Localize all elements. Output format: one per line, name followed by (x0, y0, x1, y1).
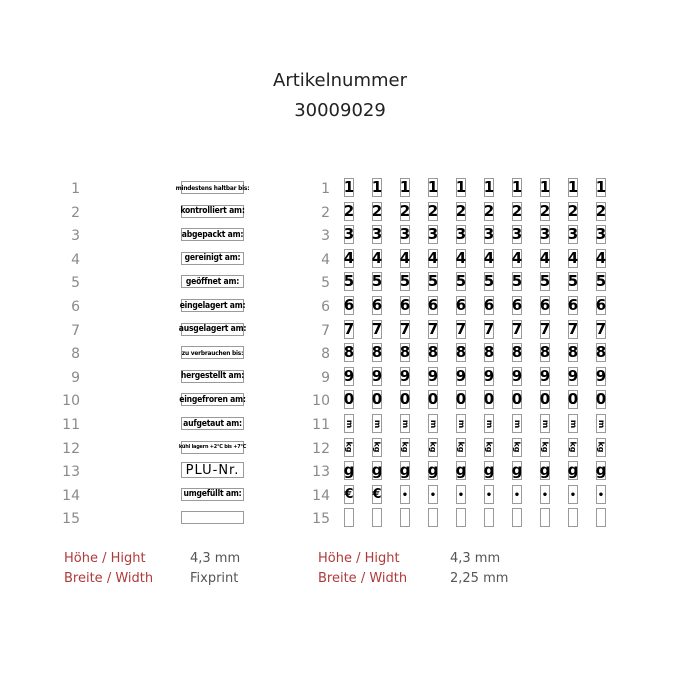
unit-glyph: kg (345, 441, 355, 453)
left-row-number: 8 (71, 346, 80, 363)
digit-cell: 0 (399, 390, 411, 409)
left-height-value: 4,3 mm (190, 551, 241, 566)
right-width-label: Breite / Width (318, 571, 408, 586)
text-band-label: kontrolliert am: (180, 206, 245, 217)
digit-cell: 6 (343, 296, 355, 314)
text-band-label: eingelagert am: (179, 300, 246, 311)
right-row-number: 6 (321, 299, 330, 315)
digit-cell: • (568, 485, 578, 504)
unit-glyph: m (569, 419, 578, 428)
text-band-label: aufgetaut am: (181, 417, 244, 430)
digit-cell: 5 (567, 272, 579, 291)
digit-cell: 8 (455, 343, 467, 362)
digit-cell: 5 (539, 272, 551, 291)
digit-cell: 9 (343, 366, 355, 385)
digit-cell (596, 508, 606, 527)
digit-cell: 9 (539, 366, 551, 385)
digit-cell: 7 (511, 319, 523, 338)
digit-cell: 6 (595, 296, 607, 314)
left-height-label: Höhe / Hight (64, 551, 146, 566)
digit-cell: • (512, 485, 522, 504)
digit-cell: 8 (595, 343, 607, 362)
digit-cell: • (456, 485, 466, 504)
digit-cell: 5 (343, 272, 355, 291)
digit-cell: 5 (483, 272, 495, 291)
text-band-label: ausgelagert am: (178, 324, 247, 335)
digit-cell: 8 (427, 343, 439, 362)
digit-cell: 8 (399, 343, 411, 362)
digit-cell: 0 (483, 390, 495, 409)
unit-glyph: m (345, 419, 354, 428)
digit-cell: 0 (343, 390, 355, 409)
digit-cell: 0 (455, 390, 467, 409)
digit-cell: 8 (343, 343, 355, 362)
text-band-label: mindestens haltbar bis: (181, 181, 244, 194)
digit-cell: 5 (595, 272, 607, 291)
digit-cell: 7 (483, 319, 495, 338)
digit-cell: 2 (567, 201, 579, 220)
text-band-label (181, 511, 244, 524)
left-row-number: 9 (71, 369, 80, 386)
digit-cell: 1 (455, 178, 467, 196)
digit-cell: 4 (539, 248, 551, 267)
digit-cell: 6 (483, 296, 495, 314)
unit-glyph: m (457, 419, 466, 428)
digit-cell (372, 508, 382, 527)
digit-cell: 0 (539, 390, 551, 409)
digit-cell: 2 (427, 201, 439, 220)
right-row-number: 9 (321, 369, 330, 386)
digit-cell (456, 508, 466, 527)
digit-cell: 3 (399, 225, 411, 244)
text-band-label: PLU-Nr. (181, 462, 244, 478)
digit-cell: 4 (595, 248, 607, 267)
digit-cell: 8 (567, 343, 579, 362)
digit-cell: 5 (511, 272, 523, 291)
digit-cell: 3 (455, 225, 467, 244)
right-row-number: 15 (312, 511, 330, 528)
digit-cell (512, 414, 522, 433)
digit-cell: 6 (539, 296, 551, 314)
digit-cell: • (400, 485, 410, 504)
left-row-number: 14 (62, 487, 80, 504)
unit-glyph: kg (373, 441, 383, 453)
digit-cell: g (511, 461, 523, 480)
digit-cell: € (372, 486, 382, 502)
digit-cell: 7 (595, 319, 607, 338)
unit-glyph: m (513, 419, 522, 428)
unit-glyph: kg (401, 441, 411, 453)
digit-cell: 1 (371, 178, 383, 196)
digit-cell: 9 (567, 366, 579, 385)
text-band-label: eingefroren am: (179, 394, 246, 405)
text-band-label: geöffnet am: (181, 275, 244, 288)
right-row-number: 5 (321, 275, 330, 292)
left-row-number: 11 (62, 417, 80, 433)
digit-cell: 3 (539, 225, 551, 244)
digit-cell: 0 (371, 390, 383, 409)
digit-cell (428, 414, 438, 433)
right-row-number: 1 (321, 181, 330, 197)
digit-cell: • (540, 485, 550, 504)
digit-cell (596, 438, 606, 457)
digit-cell: 9 (511, 366, 523, 385)
digit-cell: 4 (455, 248, 467, 267)
unit-glyph: kg (569, 441, 579, 453)
digit-cell (568, 414, 578, 433)
digit-cell: g (539, 461, 551, 480)
digit-cell (512, 508, 522, 527)
right-height-label: Höhe / Hight (318, 551, 400, 566)
digit-cell: 1 (427, 178, 439, 196)
unit-glyph: m (541, 419, 550, 428)
digit-cell (568, 508, 578, 527)
digit-cell: 4 (427, 248, 439, 267)
digit-cell: g (595, 461, 607, 480)
text-band-label: umgefüllt am: (181, 488, 244, 501)
digit-cell (428, 508, 438, 527)
digit-cell (400, 438, 410, 457)
left-row-number: 12 (62, 440, 80, 457)
right-row-number: 14 (312, 487, 330, 504)
digit-cell: 3 (427, 225, 439, 244)
left-row-number: 2 (71, 204, 80, 221)
digit-cell: 7 (567, 319, 579, 338)
left-row-number: 10 (62, 393, 80, 410)
digit-cell (568, 438, 578, 457)
digit-cell: 6 (427, 296, 439, 314)
digit-cell: 2 (343, 201, 355, 220)
digit-cell (456, 414, 466, 433)
digit-cell: 7 (343, 319, 355, 338)
left-row-number: 1 (71, 181, 80, 197)
page-title: Artikelnummer (273, 70, 407, 91)
unit-glyph: m (597, 419, 606, 428)
digit-cell: g (371, 461, 383, 480)
right-row-number: 13 (312, 464, 330, 481)
text-band-label: kühl lagern +2°C bis +7°C (181, 441, 244, 454)
digit-cell: 4 (371, 248, 383, 267)
right-height-value: 4,3 mm (450, 551, 501, 566)
digit-cell: g (567, 461, 579, 480)
digit-cell: 3 (567, 225, 579, 244)
right-width-value: 2,25 mm (450, 571, 509, 586)
unit-glyph: kg (485, 441, 495, 453)
digit-cell (484, 414, 494, 433)
digit-cell: 7 (371, 319, 383, 338)
digit-cell (372, 438, 382, 457)
text-band-label: hergestellt am: (180, 371, 245, 382)
digit-cell: 3 (595, 225, 607, 244)
digit-cell: 9 (427, 366, 439, 385)
digit-cell: 1 (483, 178, 495, 196)
digit-cell (540, 414, 550, 433)
digit-cell: 8 (483, 343, 495, 362)
digit-cell (372, 414, 382, 433)
digit-cell: 6 (567, 296, 579, 314)
unit-glyph: kg (429, 441, 439, 453)
digit-cell: 2 (483, 201, 495, 220)
digit-cell: 0 (567, 390, 579, 409)
digit-cell: g (455, 461, 467, 480)
digit-cell: 4 (567, 248, 579, 267)
digit-cell: 1 (511, 178, 523, 196)
digit-cell: 3 (343, 225, 355, 244)
digit-cell: 2 (399, 201, 411, 220)
digit-cell: • (484, 485, 494, 504)
digit-cell: g (343, 461, 355, 480)
digit-cell (540, 508, 550, 527)
unit-glyph: m (373, 419, 382, 428)
unit-glyph: kg (541, 441, 551, 453)
right-row-number: 10 (312, 393, 330, 410)
digit-cell: 4 (343, 248, 355, 267)
digit-cell: • (596, 485, 606, 504)
digit-cell: 9 (371, 366, 383, 385)
digit-cell: 1 (567, 178, 579, 196)
right-row-number: 12 (312, 440, 330, 457)
right-row-number: 8 (321, 346, 330, 363)
digit-cell: 3 (483, 225, 495, 244)
left-row-number: 4 (71, 251, 80, 268)
digit-cell: 0 (427, 390, 439, 409)
digit-cell: g (483, 461, 495, 480)
digit-cell (456, 438, 466, 457)
digit-cell: 5 (371, 272, 383, 291)
digit-cell: 8 (371, 343, 383, 362)
digit-cell: 2 (539, 201, 551, 220)
right-row-number: 11 (312, 417, 330, 433)
digit-cell: 1 (539, 178, 551, 196)
digit-cell: 2 (595, 201, 607, 220)
digit-cell: 4 (399, 248, 411, 267)
unit-glyph: kg (457, 441, 467, 453)
left-row-number: 3 (71, 228, 80, 245)
unit-glyph: m (401, 419, 410, 428)
unit-glyph: m (429, 419, 438, 428)
left-row-number: 6 (71, 299, 80, 315)
digit-cell (400, 508, 410, 527)
digit-cell: 1 (343, 178, 355, 196)
left-row-number: 15 (62, 511, 80, 528)
left-row-number: 13 (62, 464, 80, 481)
digit-cell (400, 414, 410, 433)
digit-cell (428, 438, 438, 457)
digit-cell: 7 (455, 319, 467, 338)
right-row-number: 3 (321, 228, 330, 245)
digit-cell: 9 (455, 366, 467, 385)
digit-cell: 7 (539, 319, 551, 338)
text-band-label: zu verbrauchen bis: (181, 346, 244, 359)
digit-cell: 2 (455, 201, 467, 220)
right-row-number: 2 (321, 204, 330, 221)
right-row-number: 4 (321, 251, 330, 268)
unit-glyph: m (485, 419, 494, 428)
digit-cell (540, 438, 550, 457)
unit-glyph: kg (597, 441, 607, 453)
unit-glyph: kg (513, 441, 523, 453)
digit-cell (344, 414, 354, 433)
left-row-number: 5 (71, 275, 80, 292)
digit-cell (596, 414, 606, 433)
digit-cell: g (399, 461, 411, 480)
digit-cell: 9 (399, 366, 411, 385)
right-row-number: 7 (321, 322, 330, 339)
digit-cell (512, 438, 522, 457)
digit-cell: 3 (371, 225, 383, 244)
digit-cell: 1 (595, 178, 607, 196)
digit-cell: 2 (371, 201, 383, 220)
digit-cell: • (428, 485, 438, 504)
digit-cell: 7 (399, 319, 411, 338)
digit-cell: 5 (427, 272, 439, 291)
digit-cell: 5 (455, 272, 467, 291)
digit-cell: g (427, 461, 439, 480)
digit-cell (344, 508, 354, 527)
digit-cell: 6 (371, 296, 383, 314)
digit-cell: 9 (595, 366, 607, 385)
left-width-value: Fixprint (190, 571, 239, 586)
left-row-number: 7 (71, 322, 80, 339)
digit-cell: 3 (511, 225, 523, 244)
digit-cell: 0 (511, 390, 523, 409)
digit-cell: 2 (511, 201, 523, 220)
digit-cell: € (344, 486, 354, 502)
digit-cell: 9 (483, 366, 495, 385)
digit-cell: 1 (399, 178, 411, 196)
digit-cell: 6 (399, 296, 411, 314)
left-width-label: Breite / Width (64, 571, 154, 586)
digit-cell (344, 438, 354, 457)
digit-cell: 4 (511, 248, 523, 267)
digit-cell (484, 438, 494, 457)
digit-cell: 4 (483, 248, 495, 267)
digit-cell: 0 (595, 390, 607, 409)
digit-cell: 7 (427, 319, 439, 338)
text-band-label: abgepackt am: (181, 229, 244, 240)
digit-cell: 5 (399, 272, 411, 291)
digit-cell: 8 (539, 343, 551, 362)
digit-cell: 8 (511, 343, 523, 362)
digit-cell: 6 (455, 296, 467, 314)
text-band-label: gereinigt am: (181, 252, 244, 265)
digit-cell (484, 508, 494, 527)
digit-cell: 6 (511, 296, 523, 314)
article-number: 30009029 (294, 100, 386, 121)
